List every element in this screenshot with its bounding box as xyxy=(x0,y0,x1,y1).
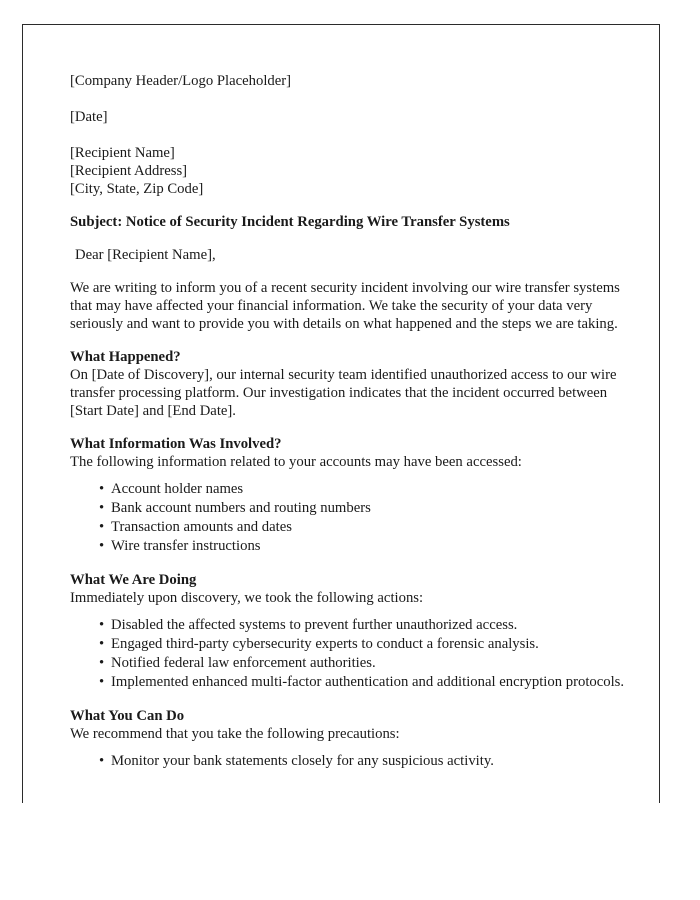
letter-body xyxy=(70,72,640,771)
list-item-label: Bank account numbers and routing numbers xyxy=(111,500,371,516)
recipient-city-state-zip: [City, State, Zip Code] xyxy=(70,181,204,197)
section-what-we-are-doing xyxy=(70,571,640,692)
spacer xyxy=(70,333,640,348)
section-body: Immediately upon discovery, we took the following actions: xyxy=(70,590,424,606)
list-item xyxy=(99,673,640,692)
list-item-label: Wire transfer instructions xyxy=(111,538,261,554)
list-item-label: Account holder names xyxy=(111,481,244,497)
list-item xyxy=(99,518,640,537)
bullet-list xyxy=(70,480,640,556)
bullet-icon: • xyxy=(99,655,105,671)
bullet-list xyxy=(70,616,640,692)
bullet-icon: • xyxy=(99,519,105,535)
list-item-label: Engaged third-party cybersecurity experts to conduct a forensic analysis. xyxy=(111,636,539,652)
spacer xyxy=(70,90,640,108)
list-item-label: Transaction amounts and dates xyxy=(111,519,292,535)
spacer xyxy=(70,198,640,213)
list-item-label: Implemented enhanced multi-factor authentication and additional encryption protocols. xyxy=(111,674,625,690)
section-heading: What You Can Do xyxy=(70,708,185,724)
spacer xyxy=(70,126,640,144)
section-heading: What Happened? xyxy=(70,349,181,365)
list-item xyxy=(99,654,640,673)
list-item xyxy=(99,537,640,556)
list-item xyxy=(99,616,640,635)
spacer xyxy=(70,264,640,279)
intro-paragraph: We are writing to inform you of a recent security incident involving our wire transfer systems that may have affected your financial information. We take the security of your data very seriously and want to provide you with details on what happened and the steps we are taking. xyxy=(70,280,620,332)
spacer xyxy=(70,692,640,707)
section-what-you-can-do xyxy=(70,707,640,771)
section-body: The following information related to your accounts may have been accessed: xyxy=(70,454,522,470)
list-item xyxy=(99,480,640,499)
recipient-address: [Recipient Address] xyxy=(70,163,188,179)
recipient-name: [Recipient Name] xyxy=(70,145,175,161)
section-what-information-was-involved xyxy=(70,435,640,556)
bullet-list xyxy=(70,752,640,771)
list-item xyxy=(99,635,640,654)
spacer xyxy=(70,471,640,480)
spacer xyxy=(70,607,640,616)
salutation: Dear [Recipient Name], xyxy=(75,247,216,263)
section-what-happened xyxy=(70,348,640,420)
letter-page-frame xyxy=(22,24,660,803)
bullet-icon: • xyxy=(99,538,105,554)
list-item-label: Notified federal law enforcement authorities. xyxy=(111,655,376,671)
spacer xyxy=(70,231,640,246)
subject-line: Subject: Notice of Security Incident Regarding Wire Transfer Systems xyxy=(70,214,510,230)
bullet-icon: • xyxy=(99,617,105,633)
spacer xyxy=(70,556,640,571)
section-body: We recommend that you take the following precautions: xyxy=(70,726,400,742)
spacer xyxy=(70,420,640,435)
bullet-icon: • xyxy=(99,674,105,690)
list-item xyxy=(99,752,640,771)
date-placeholder: [Date] xyxy=(70,109,108,125)
section-body: On [Date of Discovery], our internal security team identified unauthorized access to our wire transfer processing platform. Our investigation indicates that the incident occurred between [Start Date] and [End Date]. xyxy=(70,367,617,419)
section-heading: What We Are Doing xyxy=(70,572,197,588)
list-item-label: Monitor your bank statements closely for any suspicious activity. xyxy=(111,753,494,769)
bullet-icon: • xyxy=(99,481,105,497)
list-item xyxy=(99,499,640,518)
bullet-icon: • xyxy=(99,636,105,652)
bullet-icon: • xyxy=(99,753,105,769)
section-heading: What Information Was Involved? xyxy=(70,436,282,452)
list-item-label: Disabled the affected systems to prevent further unauthorized access. xyxy=(111,617,518,633)
company-header-placeholder: [Company Header/Logo Placeholder] xyxy=(70,73,292,89)
recipient-address-block xyxy=(70,144,640,198)
bullet-icon: • xyxy=(99,500,105,516)
spacer xyxy=(70,743,640,752)
